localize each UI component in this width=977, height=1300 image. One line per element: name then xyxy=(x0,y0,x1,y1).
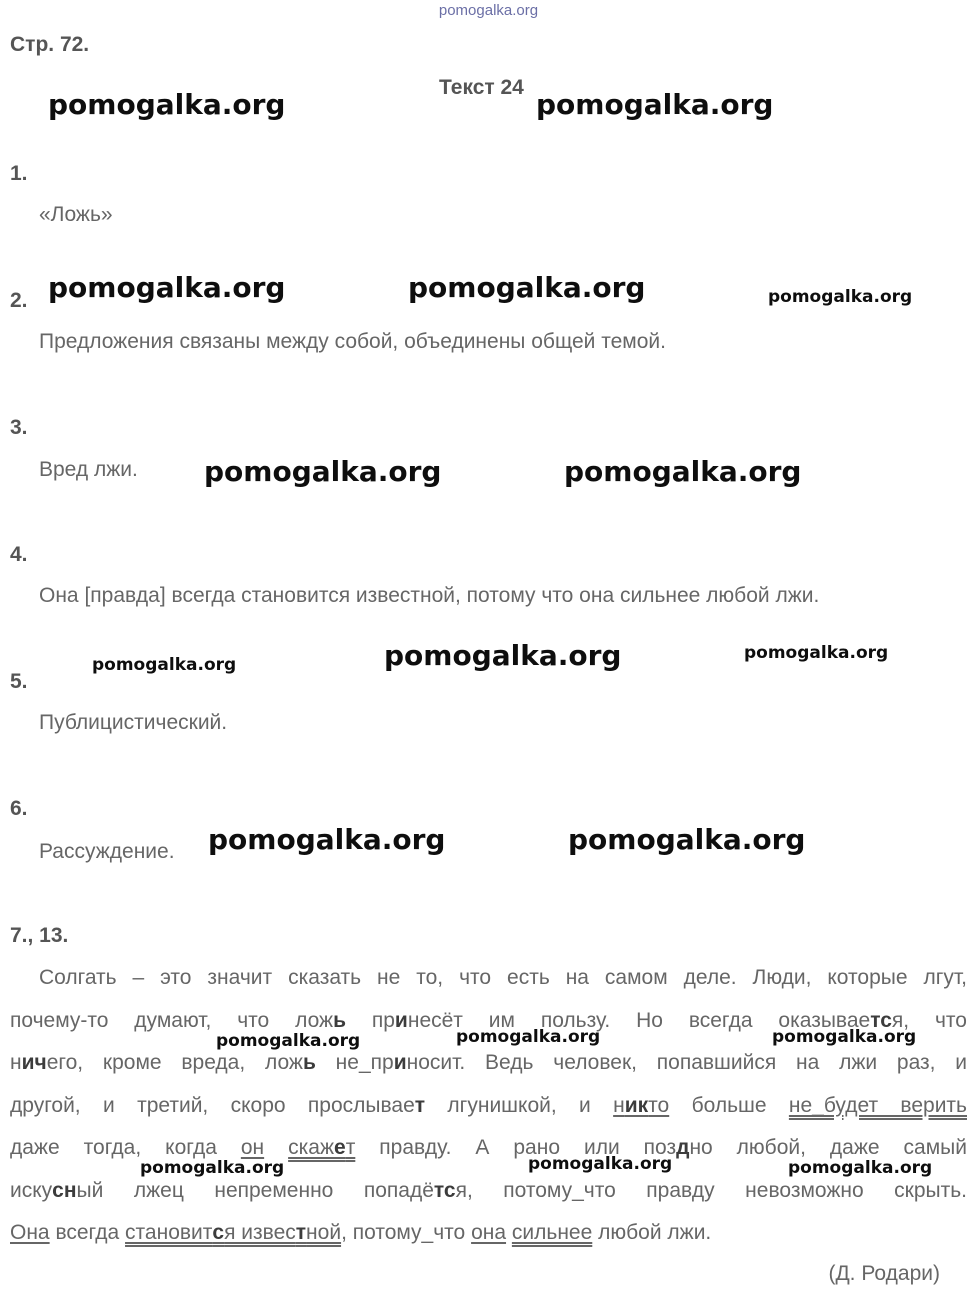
passage-text: лгунишкой, и xyxy=(425,1094,614,1117)
passage-text: пр xyxy=(346,1009,395,1032)
passage-text: несёт им пользу. Но всегда оказывае xyxy=(407,1009,871,1032)
top-watermark: pomogalka.org xyxy=(438,2,539,19)
passage-bold-letter: с xyxy=(212,1221,225,1244)
passage-text: ый лжец непременно попадё xyxy=(76,1179,434,1202)
item-answer-1: «Ложь» xyxy=(39,203,113,226)
item-answer-6: Рассуждение. xyxy=(39,840,175,863)
watermark: pomogalka.org xyxy=(92,655,237,675)
item-number-6: 6. xyxy=(10,797,28,820)
passage-text: иску xyxy=(10,1179,53,1202)
passage-bold-letter: т xyxy=(414,1094,426,1117)
item-number-3: 3. xyxy=(10,416,28,439)
passage-author: (Д. Родари) xyxy=(828,1262,940,1285)
watermark: pomogalka.org xyxy=(528,1154,673,1174)
passage-text: всегда xyxy=(49,1221,126,1244)
passage-predicate: я извес xyxy=(224,1221,296,1244)
passage-predicate: становит xyxy=(125,1221,213,1244)
passage-text: не_пр xyxy=(315,1051,394,1074)
watermark: pomogalka.org xyxy=(788,1158,933,1178)
passage-text: другой, и третий, скоро прослывае xyxy=(10,1094,415,1117)
watermark: pomogalka.org xyxy=(204,455,442,488)
passage-text: н xyxy=(10,1051,22,1074)
item-answer-5: Публицистический. xyxy=(39,711,228,734)
watermark: pomogalka.org xyxy=(568,823,806,856)
watermark: pomogalka.org xyxy=(744,643,889,663)
passage-line-3 xyxy=(10,1051,967,1075)
passage-predicate: ной xyxy=(306,1221,342,1244)
item-number-2: 2. xyxy=(10,289,28,312)
watermark: pomogalka.org xyxy=(48,271,286,304)
item-number-5: 5. xyxy=(10,670,28,693)
passage-line-5 xyxy=(10,1136,967,1160)
passage-bold-letter: е xyxy=(334,1136,346,1159)
passage-subject: Она xyxy=(10,1221,50,1244)
watermark: pomogalka.org xyxy=(408,271,646,304)
passage-text: правду. А рано или поз xyxy=(355,1136,677,1159)
passage-bold-letter: и xyxy=(394,1009,408,1032)
page-reference: Стр. 72. xyxy=(10,33,90,56)
watermark: pomogalka.org xyxy=(564,455,802,488)
passage-bold-letter: ь xyxy=(302,1051,316,1074)
item-number-1: 1. xyxy=(10,162,28,185)
item-number-7-13: 7., 13. xyxy=(10,924,69,947)
passage-subject: то xyxy=(648,1094,670,1117)
passage-line-6 xyxy=(10,1179,967,1203)
item-answer-3: Вред лжи. xyxy=(39,458,138,481)
passage-text: почему-то думают, что лож xyxy=(10,1009,334,1032)
passage-bold-letter: тс xyxy=(870,1009,892,1032)
watermark: pomogalka.org xyxy=(384,639,622,672)
passage-bold-letter: т xyxy=(295,1221,307,1244)
watermark: pomogalka.org xyxy=(772,1027,917,1047)
passage-text: я, что xyxy=(891,1009,967,1032)
watermark: pomogalka.org xyxy=(216,1031,361,1051)
passage-text: даже тогда, когда xyxy=(10,1136,241,1159)
passage-text: я, потому_что правду невозможно скрыть. xyxy=(455,1179,968,1202)
passage-line-1 xyxy=(39,966,967,990)
passage-predicate: т xyxy=(345,1136,356,1159)
watermark: pomogalka.org xyxy=(48,88,286,121)
passage-predicate: не_будет верить xyxy=(788,1094,967,1117)
passage-text xyxy=(264,1136,288,1159)
passage-predicate: сильнее xyxy=(511,1221,593,1244)
watermark: pomogalka.org xyxy=(536,88,774,121)
passage-text: больше xyxy=(669,1094,789,1117)
passage-line-4 xyxy=(10,1094,967,1118)
item-answer-4: Она [правда] всегда становится известной, потому что она сильнее любой лжи. xyxy=(39,584,820,607)
passage-text: , потому_что xyxy=(341,1221,472,1244)
item-number-4: 4. xyxy=(10,543,28,566)
watermark: pomogalka.org xyxy=(768,287,913,307)
passage-text: его, кроме вреда, лож xyxy=(46,1051,303,1074)
passage-predicate: скаж xyxy=(288,1136,334,1159)
passage-text: н xyxy=(613,1094,625,1117)
watermark: pomogalka.org xyxy=(140,1158,285,1178)
passage-text: носит. Ведь человек, попавшийся на лжи раз, и xyxy=(406,1051,968,1074)
passage-line-7 xyxy=(10,1221,967,1245)
passage-bold-letter: и xyxy=(393,1051,407,1074)
passage-bold-letter: ич xyxy=(21,1051,47,1074)
passage-bold-letter: ик xyxy=(624,1094,649,1117)
item-answer-2: Предложения связаны между собой, объединены общей темой. xyxy=(39,330,666,353)
passage-bold-letter: д xyxy=(676,1136,690,1159)
watermark: pomogalka.org xyxy=(208,823,446,856)
passage-bold-letter: тс xyxy=(433,1179,456,1202)
passage-text: Солгать – это значит сказать не то, что есть на самом деле. Люди, которые лгут, xyxy=(39,966,967,989)
passage-subject: она xyxy=(471,1221,507,1244)
passage-text: но любой, даже самый xyxy=(689,1136,967,1159)
passage-bold-letter: сн xyxy=(52,1179,77,1202)
passage-bold-letter: ь xyxy=(333,1009,346,1032)
passage-subject: он xyxy=(240,1136,265,1159)
text-title: Текст 24 xyxy=(439,76,524,99)
passage-text: любой лжи. xyxy=(592,1221,712,1244)
watermark: pomogalka.org xyxy=(456,1027,601,1047)
